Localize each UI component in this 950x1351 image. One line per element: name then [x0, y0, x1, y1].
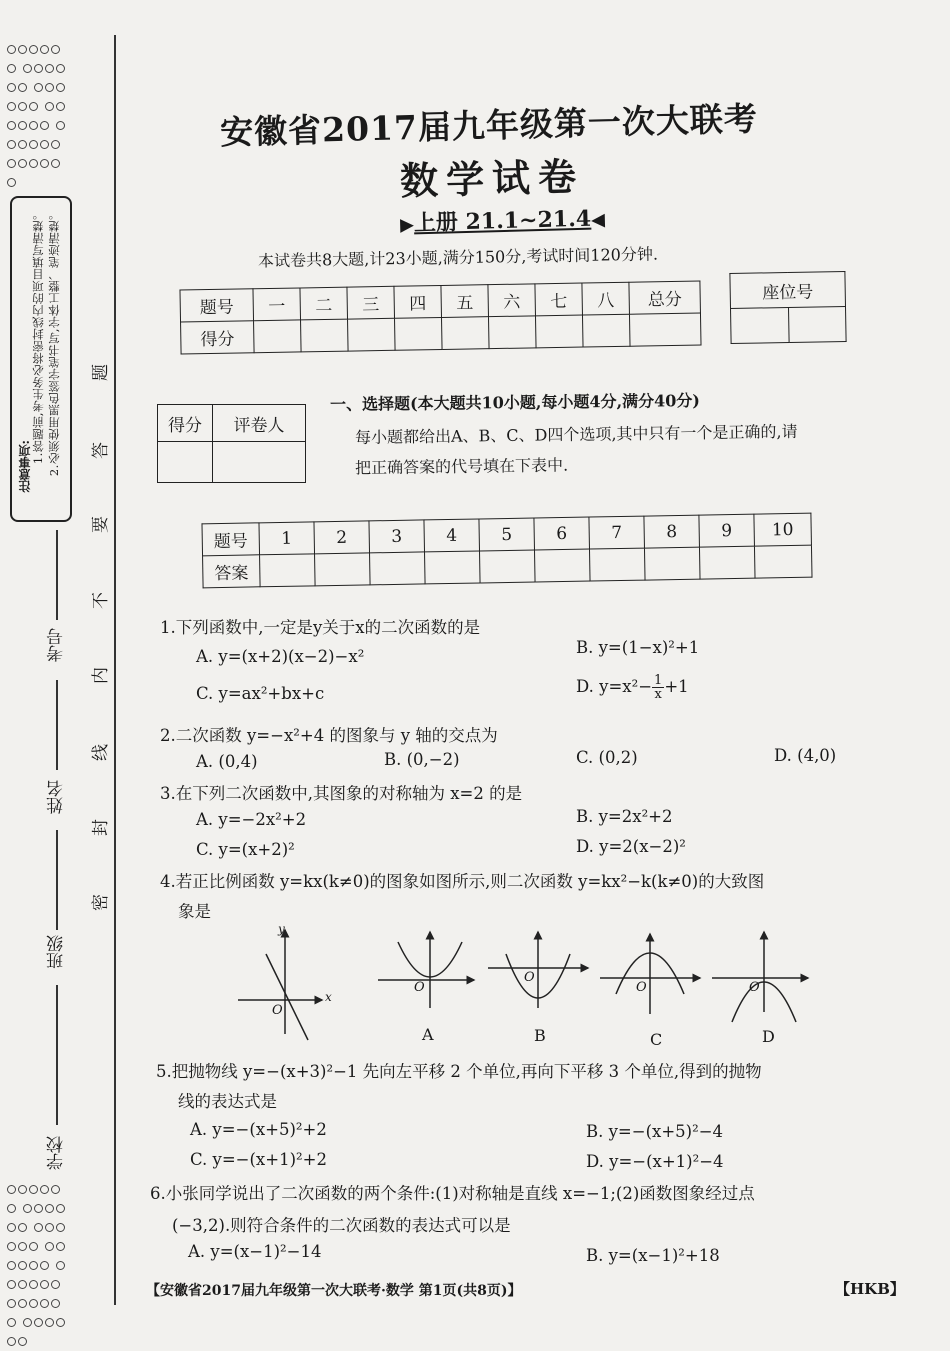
seal-char: 要 [91, 516, 111, 533]
answer-number: 7 [589, 516, 645, 549]
q5-stem: 5.把抛物线 y=−(x+3)²−1 先向左平移 2 个单位,再向下平移 3 个单位,得到的抛物 [156, 1062, 762, 1081]
page-footer: 【安徽省2017届九年级第一次大联考·数学 第1页(共8页)】 [146, 1283, 522, 1299]
fraction-denominator: x [654, 687, 662, 702]
q4-stem-cont: 象是 [178, 902, 211, 921]
q4-stem: 4.若正比例函数 y=kx(k≠0)的图象如图所示,则二次函数 y=kx²−k(k≠0)的大致图 [160, 872, 765, 891]
q5-option-b: B. y=−(x+5)²−4 [586, 1122, 724, 1141]
footer-code: 【HKB】 [835, 1280, 905, 1298]
score-cell[interactable] [582, 314, 630, 347]
graph-axis-y: y [278, 922, 285, 936]
seal-char: 封 [91, 819, 111, 836]
field-line [56, 530, 58, 620]
score-table-col: 八 [582, 282, 630, 315]
notice-item-1: 1.答题前,考生务必将密封线内的项目填写清楚。 [31, 208, 45, 465]
q4-label-a: A [422, 1025, 434, 1044]
exam-title: 安徽省2017届九年级第一次大联考 [219, 98, 759, 153]
q6-stem-cont: (−3,2).则符合条件的二次函数的表达式可以是 [172, 1216, 511, 1235]
score-table-header: 得分 [181, 321, 255, 354]
seat-cell[interactable] [788, 306, 846, 342]
q4-option-d-graph [712, 932, 808, 1022]
q4-graphs [230, 922, 810, 1050]
q2-option-d: D. (4,0) [774, 746, 837, 765]
q5-stem-cont: 线的表达式是 [178, 1092, 277, 1111]
binding-holes-top [6, 40, 68, 192]
seal-char: 线 [91, 744, 111, 761]
q4-option-a-graph [378, 932, 474, 1008]
q3-option-d: D. y=2(x−2)² [576, 837, 686, 856]
score-table-col: 三 [347, 286, 395, 319]
seal-char: 密 [91, 894, 111, 911]
graph-origin: O [636, 980, 647, 995]
grader-score-label: 得分 [158, 405, 213, 442]
exam-intro: 本试卷共8大题,计23小题,满分150分,考试时间120分钟. [257, 244, 659, 271]
q4-label-c: C [650, 1030, 663, 1049]
section-desc: 每小题都给出A、B、C、D四个选项,其中只有一个是正确的,请 [354, 421, 798, 448]
graph-origin: O [272, 1003, 283, 1018]
score-cell[interactable] [441, 317, 489, 350]
score-cell[interactable] [629, 313, 701, 346]
answer-number: 10 [754, 513, 812, 546]
answer-cell[interactable] [315, 553, 371, 586]
answer-table-header: 题号 [202, 523, 260, 556]
grader-name-label: 评卷人 [213, 405, 306, 442]
exam-range [400, 201, 606, 237]
seal-char: 内 [91, 667, 111, 684]
q1-option-d-suffix: +1 [664, 677, 689, 696]
answer-cell[interactable] [370, 552, 426, 585]
answer-cell[interactable] [480, 550, 536, 583]
seal-char: 答 [91, 442, 111, 459]
q4-label-d: D [762, 1027, 775, 1046]
score-table-col: 总分 [629, 281, 701, 314]
q3-option-c: C. y=(x+2)² [196, 840, 295, 859]
answer-number: 9 [699, 514, 755, 547]
q4-label-b: B [534, 1026, 546, 1045]
field-school: 学校 [47, 1136, 67, 1170]
q2-option-b: B. (0,−2) [384, 750, 460, 769]
q4-option-b-graph [488, 932, 588, 1008]
q1-option-a: A. y=(x+2)(x−2)−x² [196, 647, 365, 666]
fraction [652, 674, 664, 701]
seat-table [729, 271, 846, 344]
notice-item-2: 2.必须使用黑色签字笔书写,字体工整、笔迹清楚。 [47, 208, 61, 477]
q3-stem: 3.在下列二次函数中,其图象的对称轴为 x=2 的是 [160, 784, 523, 803]
section-desc: 把正确答案的代号填在下表中. [354, 455, 569, 478]
seat-label: 座位号 [730, 272, 846, 309]
score-table-col: 七 [535, 283, 583, 316]
q1-option-d-prefix: D. y=x²− [576, 677, 653, 696]
q1-stem: 1.下列函数中,一定是y关于x的二次函数的是 [160, 618, 481, 637]
score-table [179, 280, 701, 354]
q6-option-b: B. y=(x−1)²+18 [586, 1246, 720, 1265]
q2-option-a: A. (0,4) [196, 752, 258, 771]
graph-origin: O [524, 970, 535, 985]
q5-option-a: A. y=−(x+5)²+2 [190, 1120, 327, 1139]
q5-option-d: D. y=−(x+1)²−4 [586, 1152, 724, 1171]
field-class: 班级 [47, 935, 67, 969]
q1-option-b: B. y=(1−x)²+1 [576, 638, 700, 657]
answer-table [201, 513, 812, 589]
grader-score-cell[interactable] [158, 442, 213, 483]
answer-cell[interactable] [754, 545, 812, 578]
range-text: 上册 21.1~21.4 [413, 205, 592, 237]
notice-title: 注意事项: [18, 440, 32, 493]
seal-char: 不 [91, 592, 111, 609]
q5-option-c: C. y=−(x+1)²+2 [190, 1150, 327, 1169]
section-title: 一、选择题(本大题共10小题,每小题4分,满分40分) [329, 391, 701, 414]
binding-holes-bottom [6, 1180, 68, 1351]
score-table-col: 四 [394, 285, 442, 318]
q3-option-b: B. y=2x²+2 [576, 807, 673, 826]
answer-number: 5 [479, 518, 535, 551]
q2-stem: 2.二次函数 y=−x²+4 的图象与 y 轴的交点为 [160, 726, 498, 745]
score-cell[interactable] [254, 320, 302, 353]
answer-number: 1 [259, 522, 315, 555]
answer-cell[interactable] [260, 554, 316, 587]
field-name: 姓名 [47, 780, 67, 814]
answer-cell[interactable] [589, 548, 645, 581]
score-cell[interactable] [301, 319, 349, 352]
field-exam-number: 考号 [47, 628, 67, 662]
q4-given-graph [238, 930, 322, 1040]
q6-option-a: A. y=(x−1)²−14 [188, 1242, 322, 1261]
score-cell[interactable] [488, 316, 536, 349]
binding-strip [0, 0, 120, 1345]
answer-cell[interactable] [699, 546, 755, 579]
seat-cell[interactable] [731, 308, 789, 344]
q1-option-c: C. y=ax²+bx+c [196, 684, 325, 703]
q1-option-d [576, 674, 689, 701]
score-table-col: 五 [441, 285, 489, 318]
answer-number: 8 [644, 515, 700, 548]
field-line [56, 830, 58, 930]
graph-origin: O [414, 980, 425, 995]
answer-cell[interactable] [425, 551, 481, 584]
answer-number: 2 [314, 521, 370, 554]
q6-stem: 6.小张同学说出了二次函数的两个条件:(1)对称轴是直线 x=−1;(2)函数图象经过点 [150, 1184, 755, 1203]
field-line [56, 680, 58, 770]
q4-option-c-graph [600, 934, 700, 1014]
q2-option-c: C. (0,2) [576, 748, 638, 767]
answer-cell[interactable] [534, 549, 590, 582]
score-table-header: 题号 [180, 289, 254, 322]
q3-option-a: A. y=−2x²+2 [196, 810, 307, 829]
graph-origin: O [749, 980, 760, 995]
score-cell[interactable] [348, 318, 396, 351]
answer-number: 6 [534, 517, 590, 550]
field-line [56, 985, 58, 1125]
answer-number: 4 [424, 519, 480, 552]
answer-cell[interactable] [644, 547, 700, 580]
score-table-col: 二 [300, 287, 348, 320]
score-table-col: 六 [488, 284, 536, 317]
fraction-numerator: 1 [654, 673, 663, 688]
grader-name-cell[interactable] [213, 442, 306, 483]
graph-axis-x: x [325, 990, 332, 1004]
seal-char: 题 [91, 364, 111, 381]
answer-table-header: 答案 [203, 555, 261, 588]
triangle-right-icon: ▶ [399, 214, 415, 236]
score-table-col: 一 [253, 288, 301, 321]
triangle-left-icon: ◀ [590, 209, 606, 231]
grader-table [157, 404, 306, 483]
binding-line [114, 35, 116, 1305]
score-cell[interactable] [395, 317, 443, 350]
score-cell[interactable] [535, 315, 583, 348]
answer-number: 3 [369, 520, 425, 553]
exam-subtitle: 数学试卷 [399, 153, 585, 204]
